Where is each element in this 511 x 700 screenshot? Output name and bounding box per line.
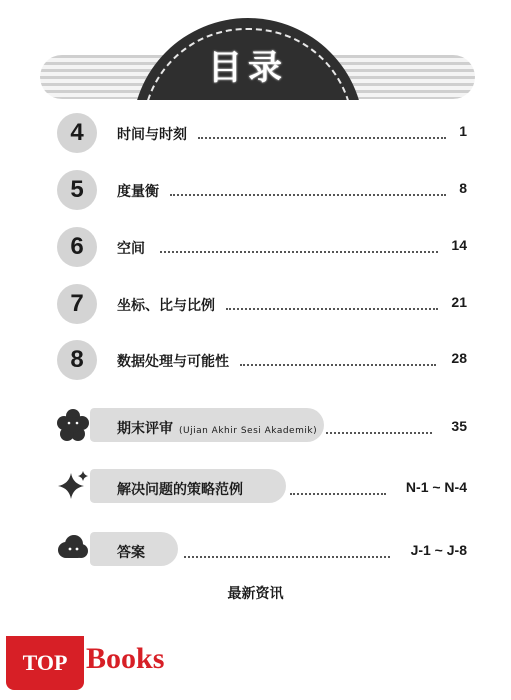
chapter-title: 数据处理与可能性 <box>117 354 229 370</box>
topbooks-watermark <box>0 628 200 690</box>
dot-leader <box>160 251 438 253</box>
chapter-title: 坐标、比与比例 <box>117 298 215 314</box>
page-number: 14 <box>451 237 467 253</box>
dot-leader <box>326 432 432 434</box>
page-number: 28 <box>451 350 467 366</box>
dot-leader <box>170 194 446 196</box>
toc-row-chapter-4[interactable] <box>0 113 511 153</box>
chapter-number-badge: 5 <box>57 170 97 210</box>
chapter-number-badge: 6 <box>57 227 97 267</box>
page-number: N-1 ~ N-4 <box>405 479 467 495</box>
toc-row-answers[interactable] <box>0 530 511 570</box>
page-number: 8 <box>459 180 467 196</box>
section-title <box>117 418 317 438</box>
watermark-text: Books <box>86 642 165 675</box>
toc-row-chapter-6[interactable] <box>0 227 511 267</box>
chapter-title: 空间 <box>117 241 145 257</box>
latest-news-text: 最新资讯 <box>227 586 284 602</box>
chapter-number-badge: 8 <box>57 340 97 380</box>
page-number: 21 <box>451 294 467 310</box>
section-title: 答案 <box>117 545 145 561</box>
section-title-text: 期末评审 <box>117 421 173 437</box>
flower-icon <box>56 408 90 442</box>
dot-leader <box>240 364 436 366</box>
dot-leader <box>226 308 438 310</box>
section-title: 解决问题的策略范例 <box>117 482 243 498</box>
page-title: 目录 <box>208 48 288 88</box>
chapter-number-badge: 7 <box>57 284 97 324</box>
toc-row-chapter-8[interactable] <box>0 340 511 380</box>
dot-leader <box>184 556 390 558</box>
toc-row-problem-solving[interactable] <box>0 467 511 507</box>
toc-row-chapter-5[interactable] <box>0 170 511 210</box>
dot-leader <box>198 137 446 139</box>
section-subtitle: (Ujian Akhir Sesi Akademik) <box>179 426 318 436</box>
sparkle-icon <box>56 469 90 503</box>
dot-leader <box>290 493 386 495</box>
toc-row-final-review[interactable] <box>0 406 511 446</box>
chapter-number-badge: 4 <box>57 113 97 153</box>
page-number: J-1 ~ J-8 <box>410 542 467 558</box>
chapter-title: 度量衡 <box>117 184 159 200</box>
cloud-icon <box>56 532 90 566</box>
toc-row-chapter-7[interactable] <box>0 284 511 324</box>
watermark-badge: TOP <box>6 636 84 690</box>
page-number: 1 <box>459 123 467 139</box>
chapter-title: 时间与时刻 <box>117 127 187 143</box>
page-number: 35 <box>451 418 467 434</box>
